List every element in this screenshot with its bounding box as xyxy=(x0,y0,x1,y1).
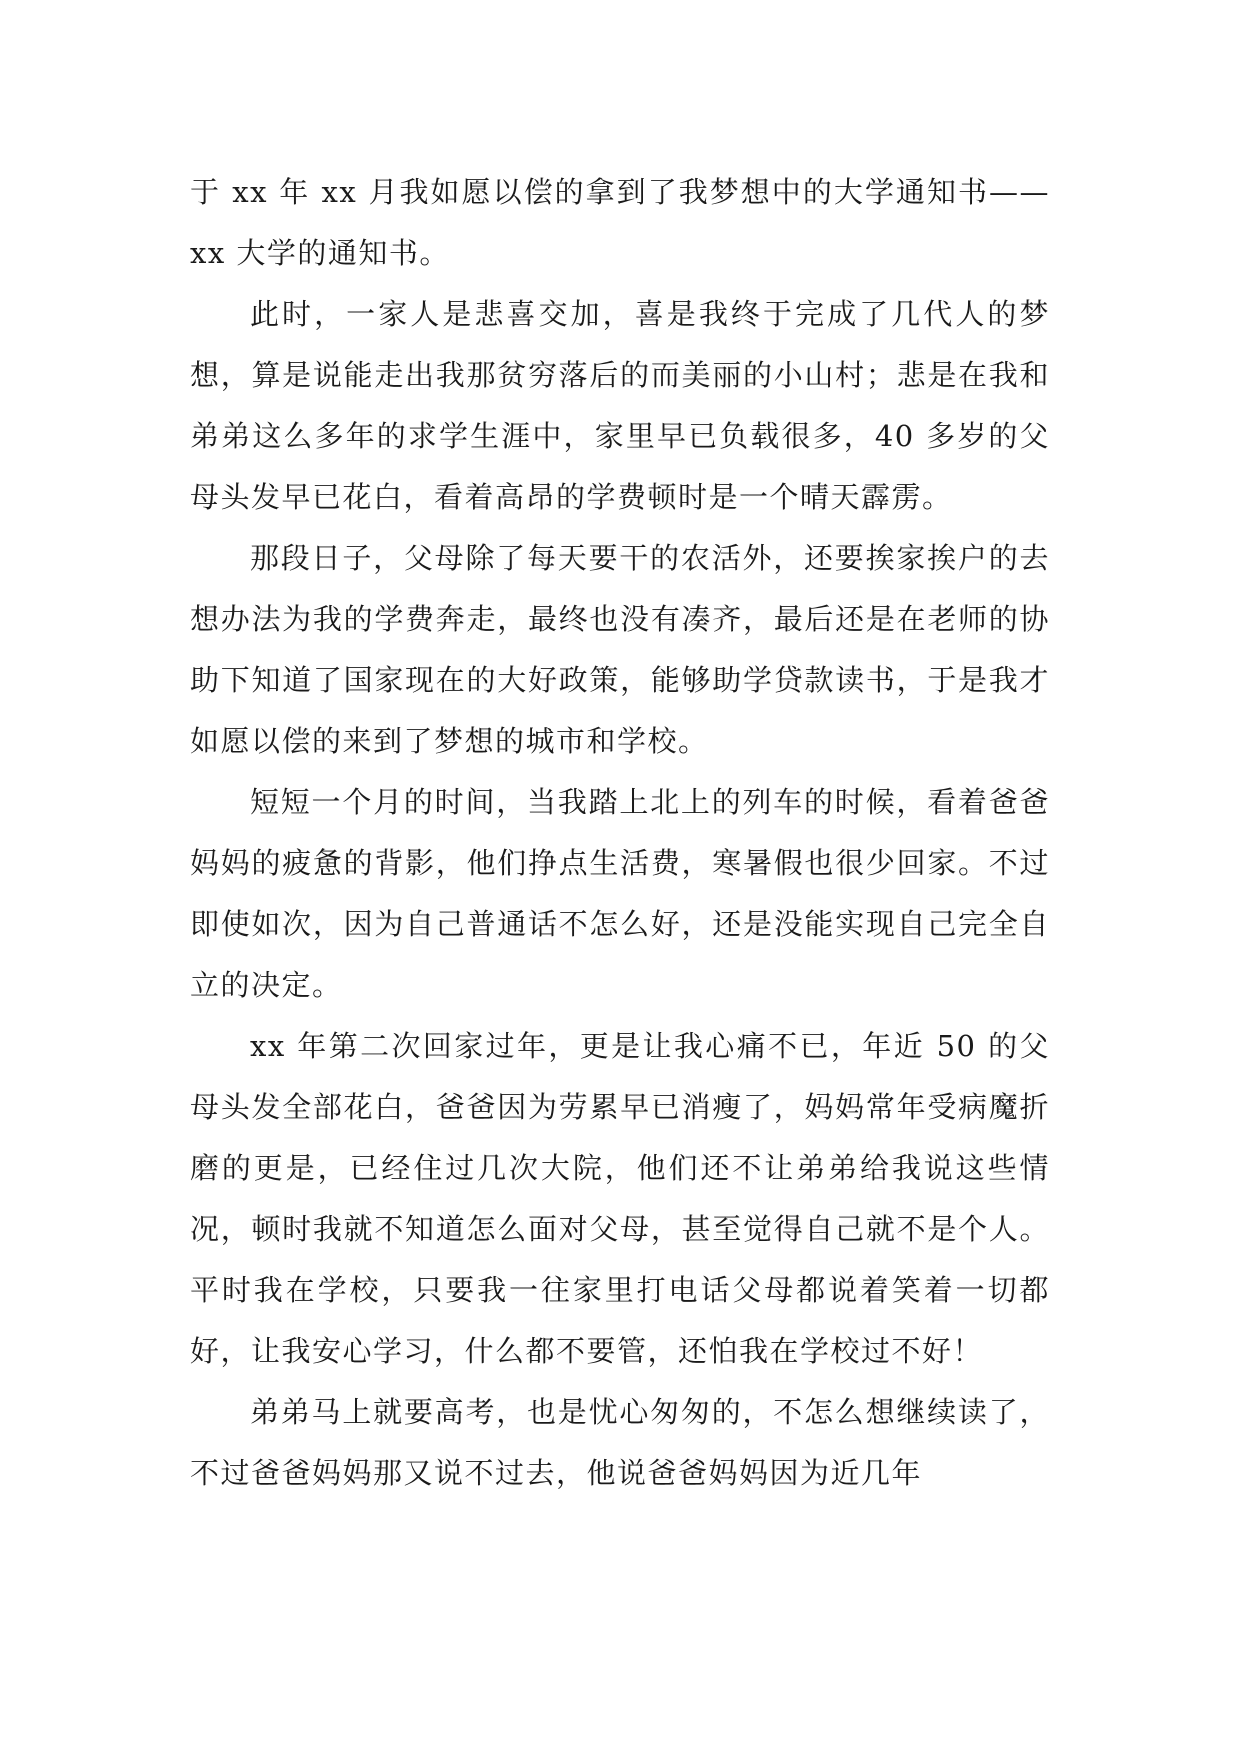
paragraph-4: 短短一个月的时间，当我踏上北上的列车的时候，看着爸爸妈妈的疲惫的背影，他们挣点生活费，寒暑假也很少回家。不过即使如次，因为自己普通话不怎么好，还是没能实现自己完全自立的决定。 xyxy=(190,785,1050,1002)
paragraph-3: 那段日子，父母除了每天要干的农活外，还要挨家挨户的去想办法为我的学费奔走，最终也没有凑齐，最后还是在老师的协助下知道了国家现在的大好政策，能够助学贷款读书，于是我才如愿以偿的来到了梦想的城市和学校。 xyxy=(190,541,1050,758)
paragraph-5: xx 年第二次回家过年，更是让我心痛不已，年近 50 的父母头发全部花白，爸爸因为劳累早已消瘦了，妈妈常年受病魔折磨的更是，已经住过几次大院，他们还不让弟弟给我说这些情况，顿时我就不知道怎么面对父母，甚至觉得自己就不是个人。平时我在学校，只要我一往家里打电话父母都说着笑着一切都好，让我安心学习，什么都不要管，还怕我在学校过不好！ xyxy=(190,1029,1050,1368)
document-body xyxy=(190,162,1050,1504)
paragraph-2: 此时，一家人是悲喜交加，喜是我终于完成了几代人的梦想，算是说能走出我那贫穷落后的而美丽的小山村；悲是在我和弟弟这么多年的求学生涯中，家里早已负载很多，40 多岁的父母头发早已花白，看着高昂的学费顿时是一个晴天霹雳。 xyxy=(190,297,1050,514)
paragraph-1: 于 xx 年 xx 月我如愿以偿的拿到了我梦想中的大学通知书——xx 大学的通知书。 xyxy=(190,175,1050,270)
paragraph-6: 弟弟马上就要高考，也是忧心匆匆的，不怎么想继续读了，不过爸爸妈妈那又说不过去，他说爸爸妈妈因为近几年 xyxy=(190,1395,1050,1490)
